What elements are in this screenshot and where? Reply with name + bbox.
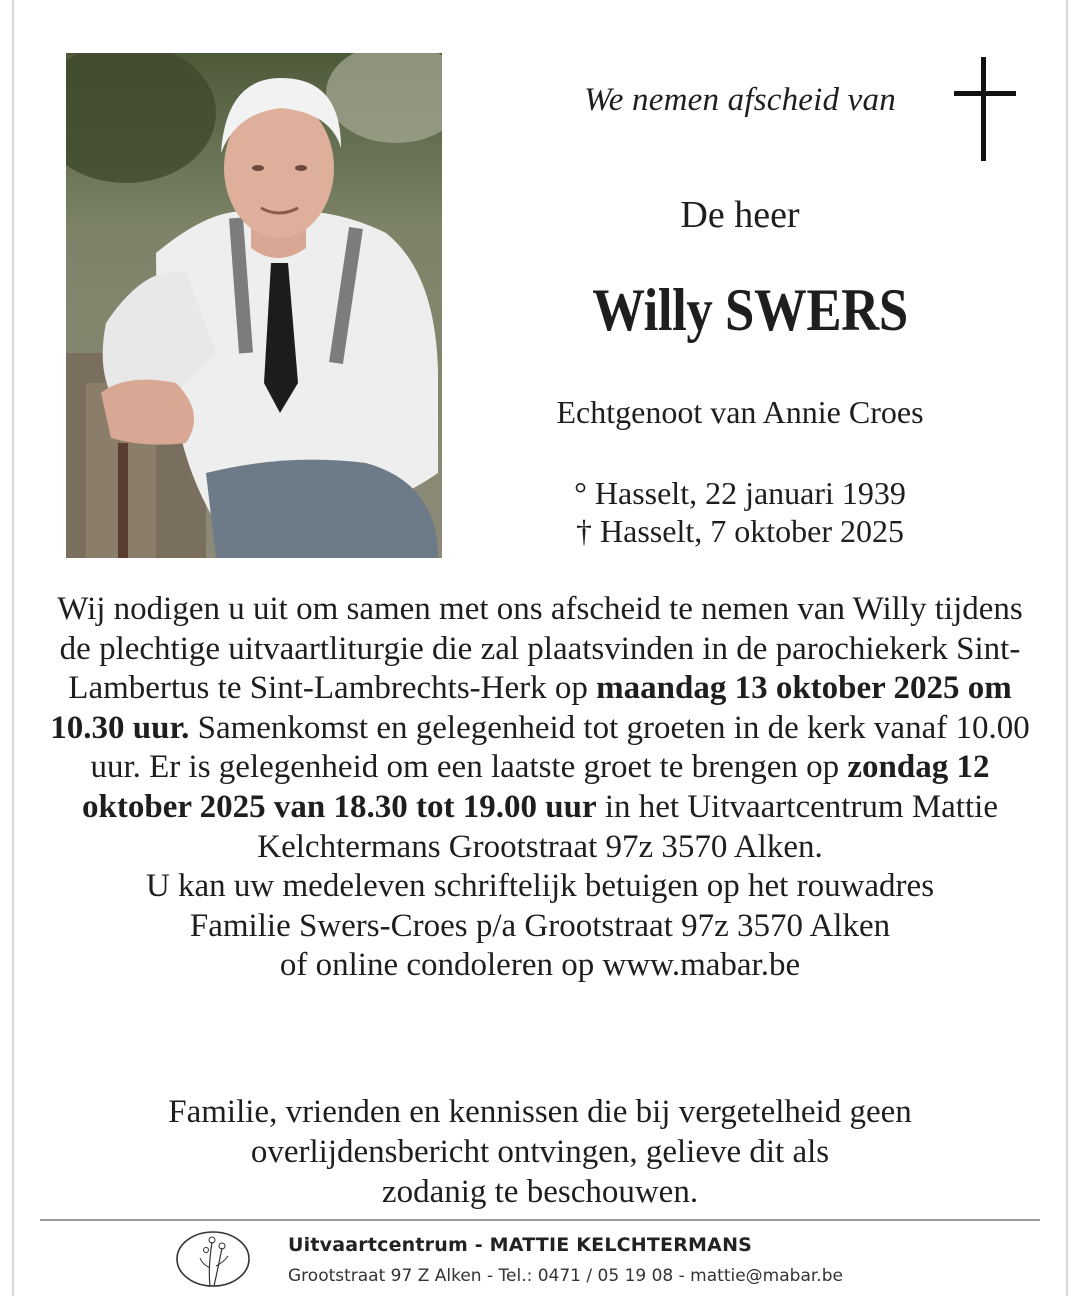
condolence-line3: of online condoleren op www.mabar.be <box>279 947 801 984</box>
invitation-part2: Samenkomst en gelegenheid tot groeten in de kerk vanaf 10.00 uur. Er is gelegenheid om een laatste groet te brengen op <box>90 709 1030 786</box>
intro-text: We nemen afscheid van <box>584 82 896 118</box>
page-border-left <box>12 0 14 1296</box>
closing-line1: Familie, vrienden en kennissen die bij vergetelheid geen <box>168 1094 912 1130</box>
condolence-line1: U kan uw medeleven schriftelijk betuigen op het rouwadres <box>145 868 935 905</box>
birth-line: ° Hasselt, 22 januari 1939 <box>574 475 906 511</box>
dates-block <box>500 474 980 550</box>
spouse-line: Echtgenoot van Annie Croes <box>556 394 924 430</box>
footer-divider <box>40 1219 1040 1221</box>
invitation-part3: in het Uitvaartcentrum Mattie Kelchtermans Grootstraat 97z 3570 Alken. <box>257 788 998 865</box>
portrait-photo <box>66 53 442 558</box>
cross-icon <box>954 57 1016 161</box>
farewell-datetime: zondag 12 oktober 2025 van 18.30 tot 19.00 uur <box>82 749 990 825</box>
invitation-text <box>40 590 1040 986</box>
flower-logo <box>172 1228 254 1290</box>
page-border-right <box>1066 0 1068 1296</box>
closing-text <box>40 1092 1040 1212</box>
honorific: De heer <box>680 194 800 236</box>
condolence-line2: Familie Swers-Croes p/a Grootstraat 97z 3570 Alken <box>189 907 891 944</box>
funeral-home-name: Uitvaartcentrum - MATTIE KELCHTERMANS <box>288 1234 753 1256</box>
death-line: † Hasselt, 7 oktober 2025 <box>576 513 904 549</box>
invitation-part1: Wij nodigen u uit om samen met ons afscheid te nemen van Willy tijdens de plechtige uitvaartliturgie die zal plaatsvinden in de parochiekerk Sint-Lambertus te Sint-Lambrechts-Herk op <box>57 591 1023 707</box>
deceased-name: Willy SWERS <box>592 277 908 343</box>
closing-line3: zodanig te beschouwen. <box>381 1174 699 1210</box>
closing-line2: overlijdensbericht ontvingen, gelieve dit als <box>250 1134 830 1170</box>
ceremony-datetime: maandag 13 oktober 2025 om 10.30 uur. <box>50 670 1012 746</box>
funeral-home-contact: Grootstraat 97 Z Alken - Tel.: 0471 / 05 19 08 - mattie@mabar.be <box>288 1266 843 1286</box>
